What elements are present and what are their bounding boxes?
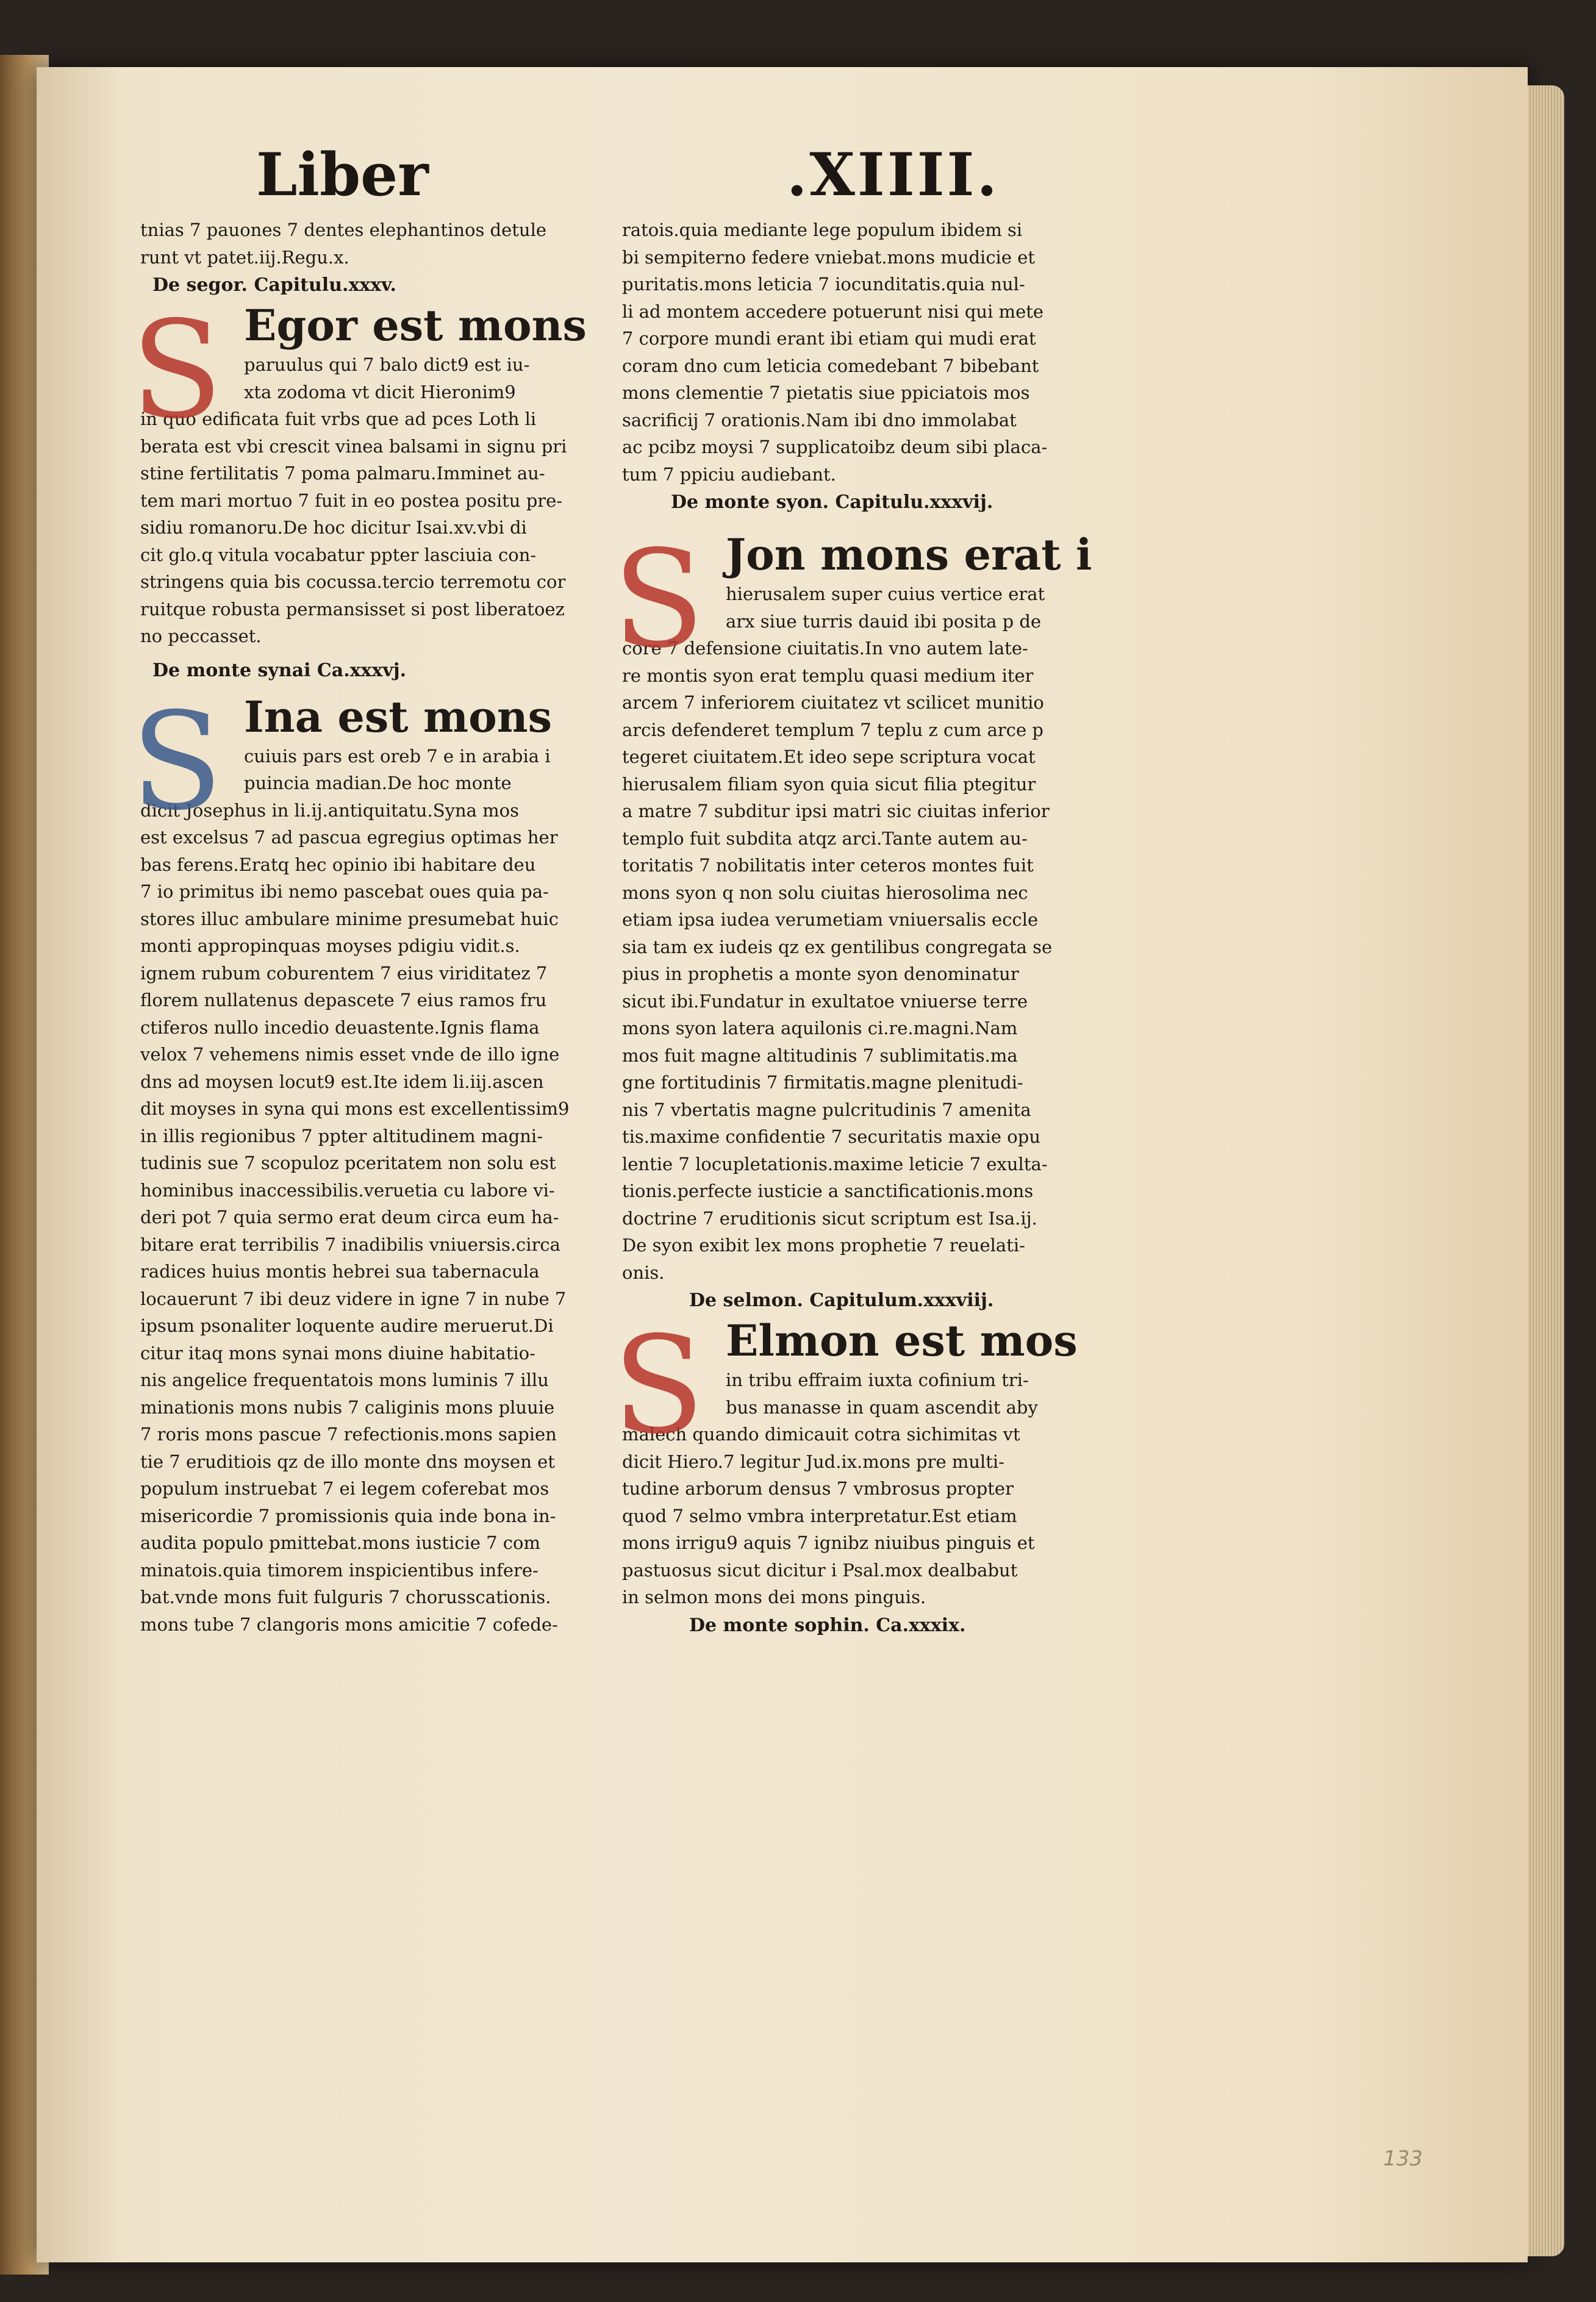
text-line: 7 roris mons pascue 7 refectionis.mons sapien — [140, 1424, 557, 1445]
text-line: tudine arborum densus 7 vmbrosus propter — [622, 1478, 1014, 1499]
text-line: coram dno cum leticia comedebant 7 bibebant — [622, 355, 1039, 376]
text-line: ac pcibz moysi 7 supplicatoibz deum sibi placa- — [622, 437, 1048, 457]
text-line: re montis syon erat templu quasi medium iter — [622, 665, 1034, 686]
text-line: cit glo.q vitula vocabatur ppter lasciuia con- — [140, 544, 537, 565]
text-line: populum instruebat 7 ei legem coferebat mos — [140, 1478, 549, 1499]
text-line: hierusalem super cuius vertice erat — [726, 584, 1045, 604]
text-line: xta zodoma vt dicit Hieronim9 — [244, 381, 516, 402]
text-line: in tribu effraim iuxta cofinium tri- — [726, 1370, 1029, 1390]
text-line: runt vt patet.iij.Regu.x. — [140, 246, 349, 268]
text-line: quod 7 selmo vmbra interpretatur.Est etiam — [622, 1505, 1017, 1526]
text-line: mons syon latera aquilonis ci.re.magni.Nam — [622, 1018, 1018, 1038]
chapter-heading-syon: De monte syon. Capitulu.xxxvij. — [671, 491, 993, 513]
text-line: cuiuis pars est oreb 7 e in arabia i — [244, 745, 551, 767]
decorated-initial: S — [131, 683, 223, 840]
text-line: etiam ipsa iudea verumetiam vniuersalis eccle — [622, 909, 1039, 930]
text-line: radices huius montis hebrei sua tabernacula — [140, 1261, 540, 1282]
text-line: minationis mons nubis 7 caliginis mons pluuie — [140, 1396, 555, 1418]
text-line: no peccasset. — [140, 626, 262, 646]
text-line: puincia madian.De hoc monte — [244, 773, 512, 793]
right-column — [612, 216, 1134, 1640]
text-line: sicut ibi.Fundatur in exultatoe vniuerse terre — [622, 990, 1028, 1012]
text-line: misericordie 7 promissionis quia inde bona in- — [140, 1505, 556, 1526]
text-line: tnias 7 pauones 7 dentes elephantinos detule — [140, 220, 547, 240]
text-line: onis. — [622, 1262, 665, 1283]
text-line: nis 7 vbertatis magne pulcritudinis 7 amenita — [622, 1099, 1031, 1120]
text-line: arcis defenderet templum 7 teplu z cum arce p — [622, 719, 1043, 740]
text-line: tie 7 eruditiois qz de illo monte dns moysen et — [140, 1451, 555, 1472]
text-line: mons tube 7 clangoris mons amicitie 7 cofede- — [140, 1614, 558, 1635]
decorated-initial: S — [612, 521, 705, 677]
text-line: ignem rubum coburentem 7 eius viriditatez 7 — [140, 962, 548, 984]
text-line: est excelsus 7 ad pascua egregius optimas her — [140, 827, 558, 848]
text-line: tegeret ciuitatem.Et ideo sepe scriptura vocat — [622, 746, 1036, 767]
text-line: a matre 7 subditur ipsi matri sic ciuitas inferior — [622, 801, 1050, 821]
text-line: 7 io primitus ibi nemo pascebat oues quia pa- — [140, 881, 549, 902]
text-line: mons syon q non solu ciuitas hierosolima nec — [622, 882, 1028, 903]
text-line: in selmon mons dei mons pinguis. — [622, 1587, 926, 1607]
text-line: hierusalem filiam syon quia sicut filia ptegitur — [622, 773, 1036, 795]
text-line: doctrine 7 eruditionis sicut scriptum est Isa.ij. — [622, 1207, 1037, 1229]
text-line: in illis regionibus 7 ppter altitudinem magni- — [140, 1125, 543, 1146]
text-line: De syon exibit lex mons prophetie 7 reuelati- — [622, 1235, 1025, 1256]
text-line: toritatis 7 nobilitatis inter ceteros montes fuit — [622, 855, 1034, 876]
folio-number: 133 — [1383, 2147, 1423, 2171]
chapter-incipit: Ina est mons — [244, 691, 553, 742]
text-line: bitare erat terribilis 7 inadibilis vniuersis.circa — [140, 1234, 560, 1255]
text-line: hominibus inaccessibilis.veruetia cu labore vi- — [140, 1179, 555, 1201]
text-line: stores illuc ambulare minime presumebat huic — [140, 908, 559, 929]
text-line: core 7 defensione ciuitatis.In vno autem late- — [622, 638, 1028, 659]
chapter-incipit: Egor est mons — [244, 300, 587, 351]
text-line: bi sempiterno federe vniebat.mons mudicie et — [622, 246, 1036, 268]
text-line: lentie 7 locupletationis.maxime leticie 7 exulta- — [622, 1153, 1048, 1174]
text-line: sidiu romanoru.De hoc dicitur Isai.xv.vbi di — [140, 517, 527, 538]
text-line: berata est vbi crescit vinea balsami in signu pri — [140, 435, 567, 457]
chapter-heading-synai: De monte synai Ca.xxxvj. — [152, 659, 407, 681]
chapter-incipit: Elmon est mos — [726, 1315, 1078, 1366]
text-line: tionis.perfecte iusticie a sanctificationis.mons — [622, 1181, 1034, 1201]
text-line: nis angelice frequentatois mons luminis 7 illu — [140, 1370, 549, 1390]
text-line: florem nullatenus depascete 7 eius ramos fru — [140, 990, 547, 1010]
text-line: ruitque robusta permansisset si post liberatoez — [140, 598, 565, 620]
left-intro — [140, 216, 589, 271]
text-line: ratois.quia mediante lege populum ibidem si — [622, 220, 1023, 240]
text-line: minatois.quia timorem inspicientibus infere- — [140, 1559, 539, 1581]
text-line: dicit Hiero.7 legitur Jud.ix.mons pre multi- — [622, 1451, 1004, 1472]
chapter-incipit: Jon mons erat i — [726, 529, 1092, 580]
text-line: sia tam ex iudeis qz ex gentilibus congregata se — [622, 936, 1053, 957]
text-line: in quo edificata fuit vrbs que ad pces Loth li — [140, 409, 537, 429]
text-line: arcem 7 inferiorem ciuitatez vt scilicet munitio — [622, 692, 1044, 713]
text-line: pius in prophetis a monte syon denominatur — [622, 963, 1019, 984]
text-line: arx siue turris dauid ibi posita p de — [726, 610, 1042, 632]
text-line: dicit Josephus in li.ij.antiquitatu.Syna mos — [140, 799, 519, 821]
text-line: monti appropinquas moyses pdigiu vidit.s. — [140, 935, 520, 956]
text-line: dns ad moysen locut9 est.Ite idem li.iij.ascen — [140, 1071, 544, 1092]
text-line: malech quando dimicauit cotra sichimitas vt — [622, 1424, 1020, 1445]
decorated-initial: S — [131, 292, 223, 448]
chapter-synai — [131, 683, 589, 1639]
page-edges — [1528, 85, 1564, 2256]
decorated-initial: S — [612, 1307, 705, 1464]
text-line: audita populo pmittebat.mons iusticie 7 com — [140, 1532, 540, 1553]
text-line: tum 7 ppiciu audiebant. — [622, 463, 836, 485]
text-line: deri pot 7 quia sermo erat deum circa eum ha- — [140, 1207, 559, 1228]
chapter-heading-segor: De segor. Capitulu.xxxv. — [152, 274, 396, 296]
text-line: bat.vnde mons fuit fulguris 7 chorusscationis. — [140, 1587, 551, 1607]
text-line: bus manasse in quam ascendit aby — [726, 1396, 1038, 1418]
chapter-selmon — [612, 1307, 1134, 1611]
chapter-heading-sophin: De monte sophin. Ca.xxxix. — [689, 1614, 966, 1636]
text-line: velox 7 vehemens nimis esset vnde de illo igne — [140, 1044, 560, 1065]
text-line: gne fortitudinis 7 firmitatis.magne plenitudi- — [622, 1072, 1023, 1093]
text-line: li ad montem accedere potuerunt nisi qui mete — [622, 301, 1044, 322]
text-line: bas ferens.Eratq hec opinio ibi habitare deu — [140, 854, 536, 875]
text-line: dit moyses in syna qui mons est excellentissim9 — [140, 1098, 570, 1119]
text-line: paruulus qui 7 balo dict9 est iu- — [244, 354, 530, 375]
running-head-left: Liber — [256, 140, 429, 209]
text-line: tudinis sue 7 scopuloz pceritatem non solu est — [140, 1153, 556, 1173]
text-line: locauerunt 7 ibi deuz videre in igne 7 in nube 7 — [140, 1288, 567, 1309]
text-line: stringens quia bis cocussa.tercio terremotu cor — [140, 571, 566, 592]
chapter-syon — [612, 521, 1134, 1286]
text-line: puritatis.mons leticia 7 iocunditatis.quia nul- — [622, 274, 1025, 295]
text-line: citur itaq mons synai mons diuine habitatio- — [140, 1342, 535, 1364]
text-line: sacrificij 7 orationis.Nam ibi dno immolabat — [622, 409, 1017, 431]
running-head-right: .XIIII. — [787, 140, 1000, 209]
text-line: mons irrigu9 aquis 7 ignibz niuibus pinguis et — [622, 1532, 1035, 1553]
text-line: pastuosus sicut dicitur i Psal.mox dealbabut — [622, 1559, 1018, 1581]
text-line: stine fertilitatis 7 poma palmaru.Imminet au- — [140, 463, 545, 484]
text-line: tem mari mortuo 7 fuit in eo postea positu pre- — [140, 490, 563, 511]
left-column — [131, 216, 589, 1638]
text-line: mos fuit magne altitudinis 7 sublimitatis.ma — [622, 1045, 1018, 1066]
chapter-segor — [131, 292, 589, 650]
chapter-heading-selmon: De selmon. Capitulum.xxxviij. — [689, 1290, 994, 1311]
text-line: templo fuit subdita atqz arci.Tante autem au- — [622, 828, 1028, 849]
text-line: 7 corpore mundi erant ibi etiam qui mudi erat — [622, 328, 1036, 349]
text-line: ipsum psonaliter loquente audire meruerut.Di — [140, 1315, 554, 1336]
text-line: tis.maxime confidentie 7 securitatis maxie opu — [622, 1126, 1041, 1147]
text-line: mons clementie 7 pietatis siue ppiciatois mos — [622, 382, 1030, 403]
text-line: ctiferos nullo incedio deuastente.Ignis flama — [140, 1017, 540, 1038]
